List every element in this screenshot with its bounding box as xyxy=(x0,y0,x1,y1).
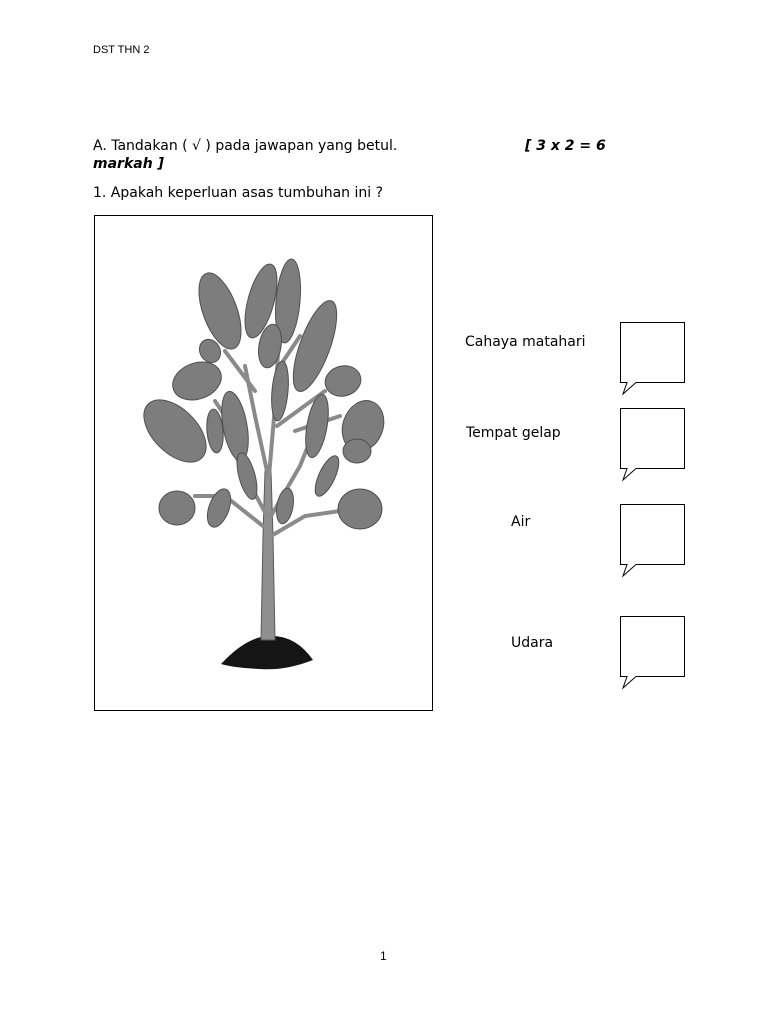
document-code: DST THN 2 xyxy=(93,44,150,56)
option-label-udara: Udara xyxy=(511,635,554,651)
marks-line-1: [ 3 x 2 = 6 xyxy=(525,138,606,154)
option-label-tempat-gelap: Tempat gelap xyxy=(466,425,561,441)
marks-line-2: markah ] xyxy=(93,156,164,172)
option-label-air: Air xyxy=(511,514,531,530)
answer-box-air[interactable] xyxy=(618,502,688,578)
leaves xyxy=(133,258,391,530)
instruction-text: A. Tandakan ( √ ) pada jawapan yang betul. xyxy=(93,138,398,154)
plant-picture-frame xyxy=(94,215,433,711)
soil-mound xyxy=(221,636,313,669)
trunk xyxy=(261,471,275,640)
option-label-cahaya-matahari: Cahaya matahari xyxy=(465,334,586,350)
answer-box-udara[interactable] xyxy=(618,614,688,690)
answer-box-tempat-gelap[interactable] xyxy=(618,406,688,482)
page-number: 1 xyxy=(380,949,387,963)
answer-box-cahaya-matahari[interactable] xyxy=(618,320,688,396)
plant-illustration xyxy=(95,216,432,710)
question-text: 1. Apakah keperluan asas tumbuhan ini ? xyxy=(93,185,384,201)
section-instruction xyxy=(93,137,653,172)
